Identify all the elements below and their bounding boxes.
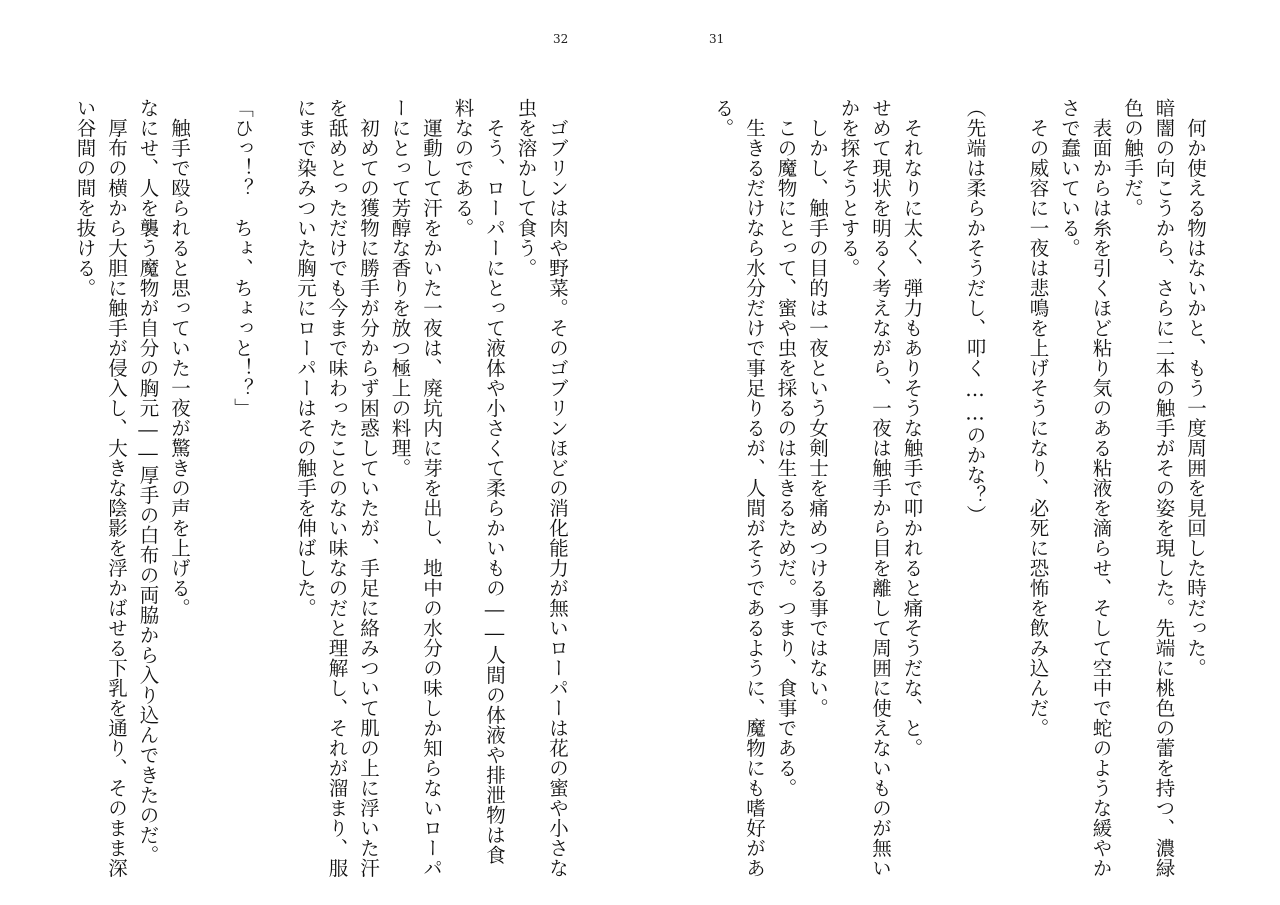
page-number-left: 32 — [553, 32, 569, 46]
paragraph: 何か使える物はないかと、もう一度周囲を見回した時だった。 — [1184, 117, 1207, 678]
paragraph: この魔物にとって、蜜や虫を採るのは生きるためだ。つまり、食事である。 — [774, 117, 798, 798]
blank-line — [195, 98, 227, 878]
paragraph: 厚布の横から大胆に触手が侵入し、大きな陰影を浮かばせる下乳を通り、そのまま深い谷間の間を抜ける。 — [73, 98, 128, 878]
paragraph: 初めての獲物に勝手が分からず困惑していたが、手足に絡みついて肌の上に浮いた汗を舐めとっただけでも今まで味わったことのない味なのだと理解し、それが溜まり、服にまで染みついた胸元にローパーはその触手を伸ばした。 — [294, 98, 380, 878]
paragraph: なにせ、人を襲う魔物が自分の胸元――厚手の白布の両脇から入り込んできたのだ。 — [136, 98, 160, 865]
paragraph: しかし、触手の目的は一夜という女剣士を痛めつける事ではない。 — [806, 117, 829, 718]
left-page-text — [73, 98, 573, 878]
blank-line — [928, 98, 960, 878]
blank-line — [258, 98, 290, 878]
dialogue: 「ひっ！？ ちょ、ちょっと！？」 — [231, 98, 254, 418]
paragraph: 運動して汗をかいた一夜は、廃坑内に芽を出し、地中の水分の味しか知らないローパーにとって芳醇な香りを放つ極上の料理。 — [388, 98, 443, 878]
page-number-right: 31 — [709, 32, 725, 46]
paragraph: それなりに太く、弾力もありそうな触手で叩かれると痛そうだな、と。 — [900, 117, 924, 758]
paragraph: せめて現状を明るく考えながら、一夜は触手から目を離して周囲に使えないものが無いかを探そうとする。 — [837, 98, 892, 878]
paragraph: ゴブリンは肉や野菜。そのゴブリンほどの消化能力が無いローパーは花の蜜や小さな虫を溶かして食う。 — [514, 98, 569, 878]
paragraph: 表面からは糸を引くほど粘り気のある粘液を滴らせ、そして空中で蛇のような緩やかさで蠢いている。 — [1058, 98, 1113, 878]
paragraph: 生きるだけなら水分だけで事足りるが、人間がそうであるように、魔物にも嗜好がある。 — [711, 98, 766, 878]
inner-thought: （先端は柔らかそうだし、叩く……のかな？） — [963, 98, 987, 525]
paragraph: その威容に一夜は悲鳴を上げそうになり、必死に恐怖を飲み込んだ。 — [1026, 117, 1050, 738]
paragraph: そう、ローパーにとって液体や小さくて柔らかいもの――人間の体液や排泄物は食料なのである。 — [451, 98, 506, 865]
paragraph: 暗闇の向こうから、さらに二本の触手がその姿を現した。先端に桃色の蕾を持つ、濃緑色の触手だ。 — [1121, 98, 1176, 878]
blank-line — [991, 98, 1023, 878]
paragraph: 触手で殴られると思っていた一夜が驚きの声を上げる。 — [168, 117, 191, 618]
right-page-text — [711, 98, 1211, 878]
